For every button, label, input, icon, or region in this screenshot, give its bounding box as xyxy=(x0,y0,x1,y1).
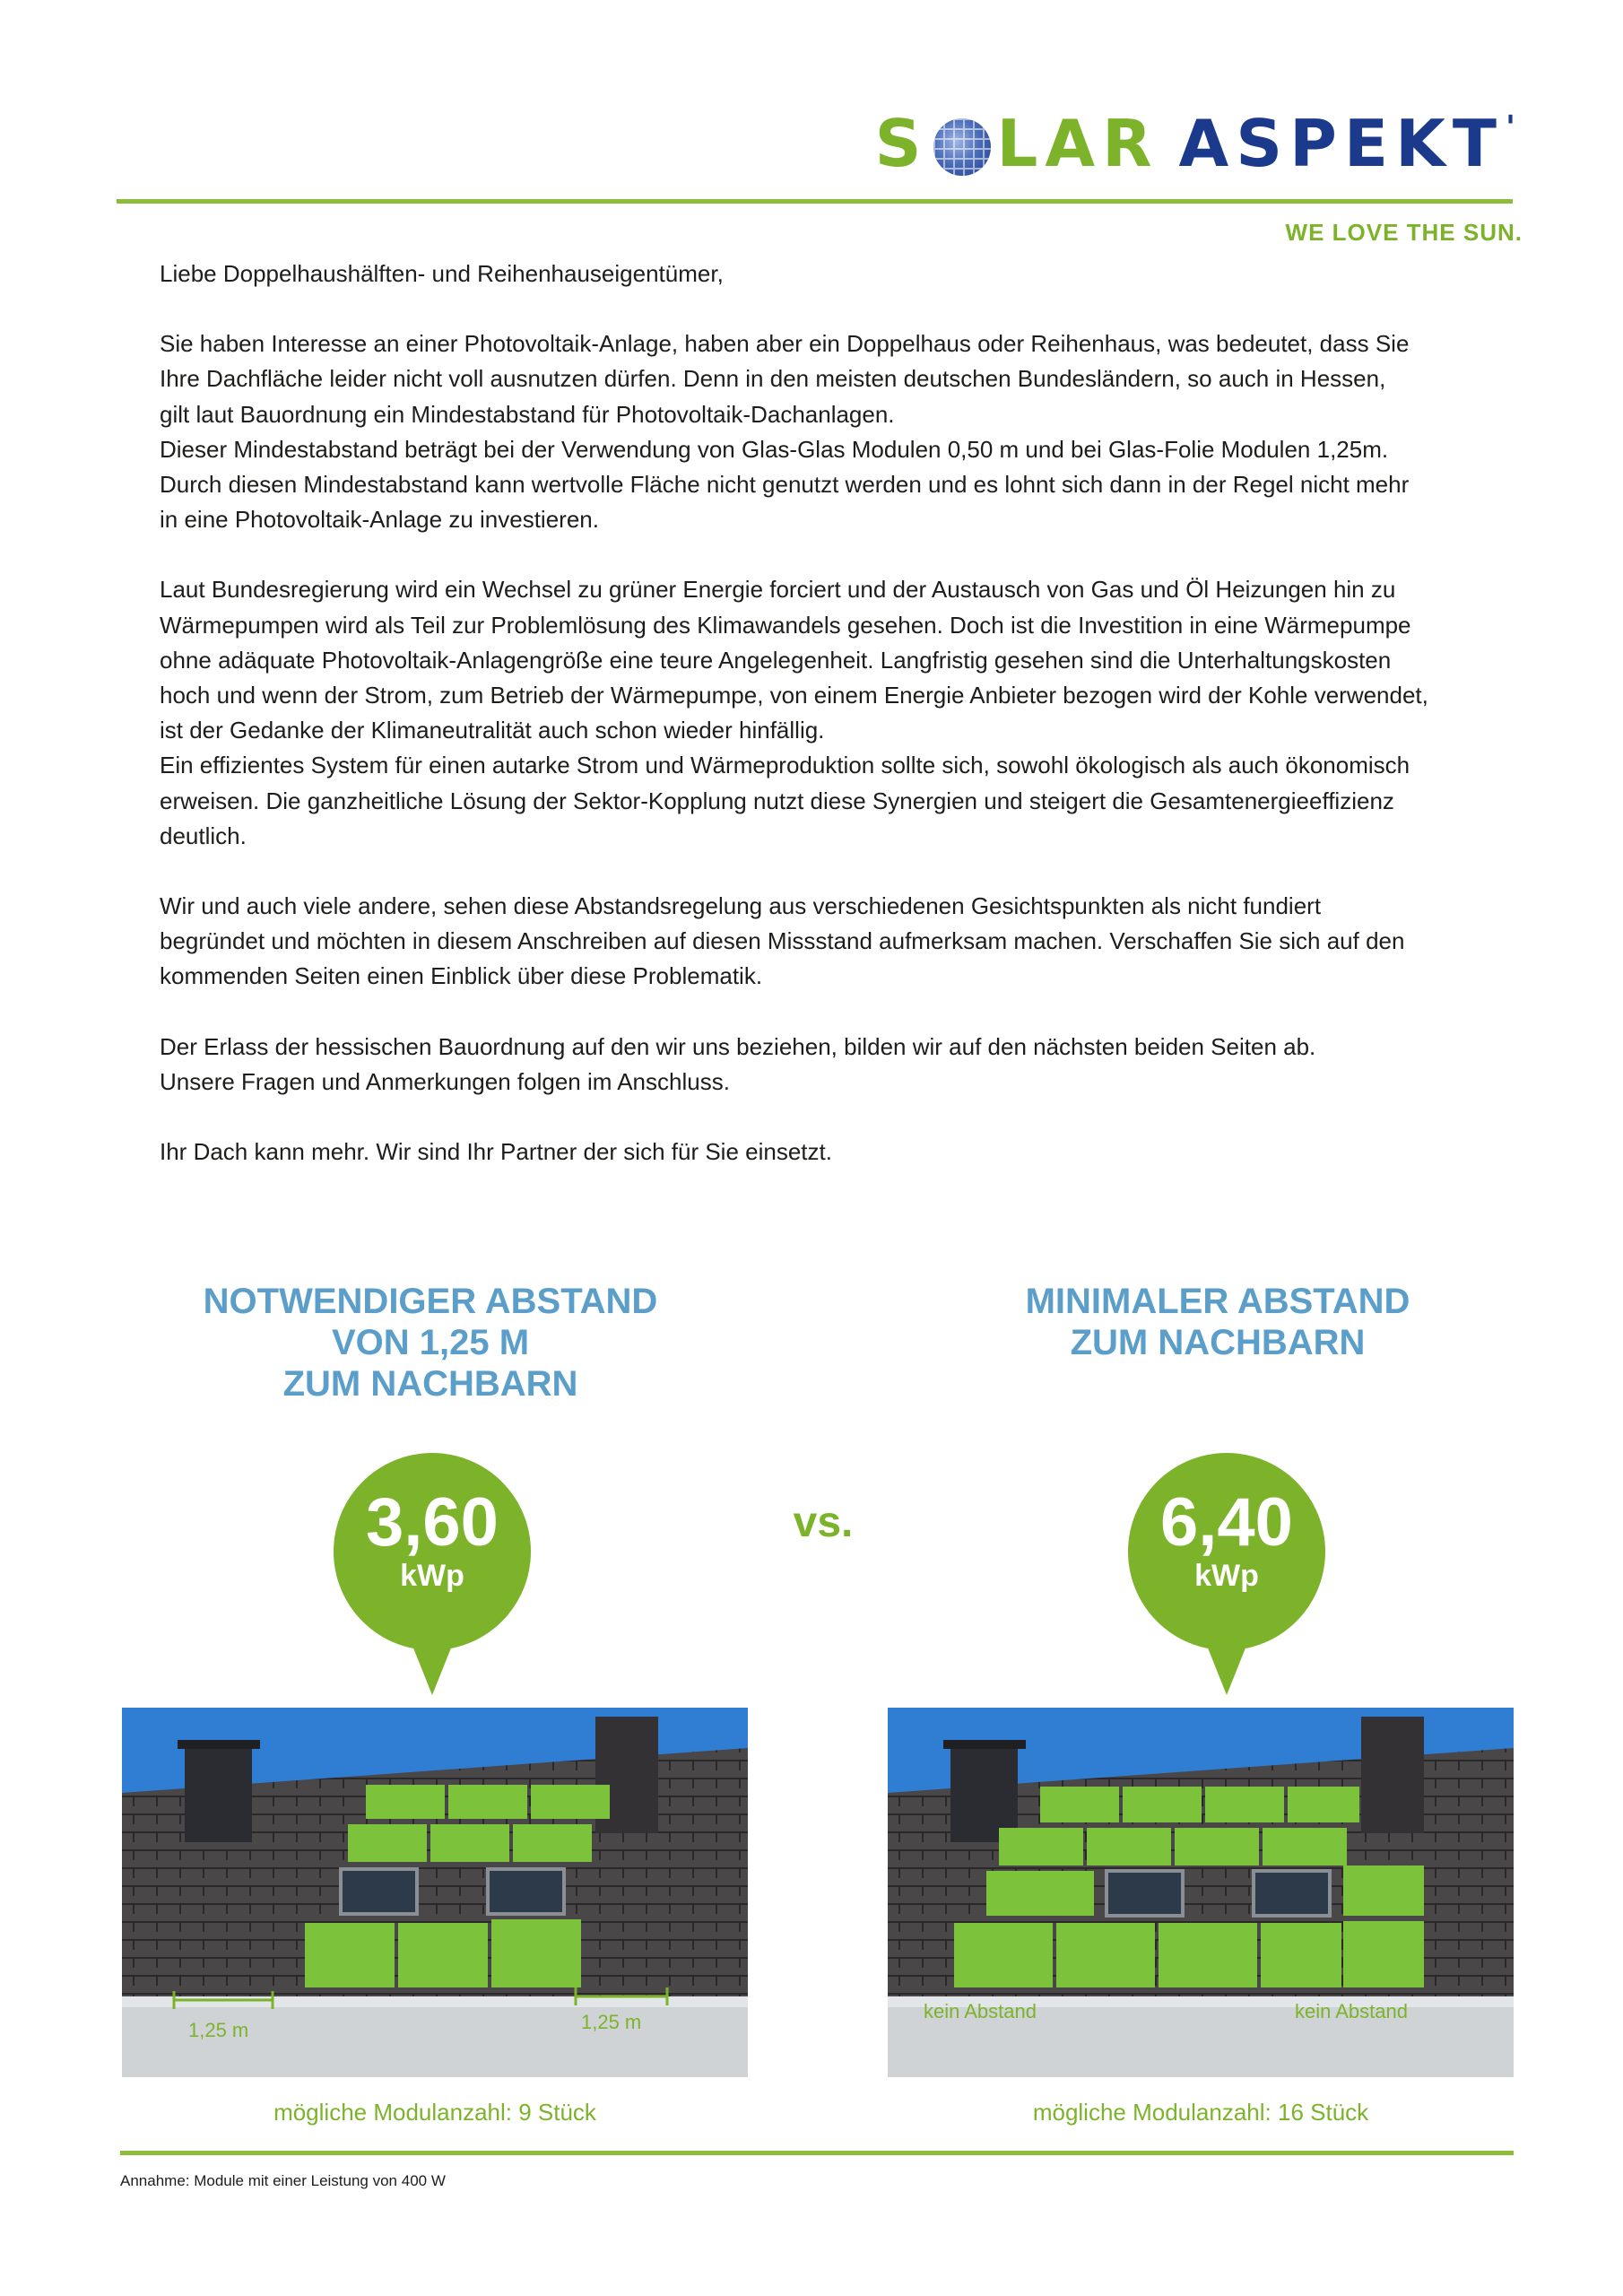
solar-module xyxy=(448,1785,527,1819)
marker-tip xyxy=(1191,1605,1263,1695)
solar-module xyxy=(1343,1921,1424,1987)
left-roof-photo xyxy=(122,1708,748,2077)
versus-label: vs. xyxy=(793,1499,854,1546)
solar-module xyxy=(430,1824,509,1862)
solar-module xyxy=(954,1923,1053,1987)
right-kwp-unit: kWp xyxy=(1194,1559,1259,1593)
logo-word-aspekt: ASPEKT xyxy=(1178,106,1504,181)
letter-body xyxy=(160,257,1505,1205)
logo-tick-icon: ' xyxy=(1505,109,1523,146)
letter-paragraph-5: Ihr Dach kann mehr. Wir sind Ihr Partner der sich für Sie einsetzt. xyxy=(160,1138,832,1166)
footnote: Annahme: Module mit einer Leistung von 400 W xyxy=(120,2172,446,2189)
company-logo xyxy=(875,106,1523,181)
solar-module xyxy=(398,1923,488,1987)
left-module-caption: mögliche Modulanzahl: 9 Stück xyxy=(273,2099,596,2126)
solar-module xyxy=(305,1923,395,1987)
solar-module xyxy=(1123,1787,1202,1822)
right-kwp-value: 6,40 xyxy=(1160,1484,1293,1561)
solar-module xyxy=(348,1824,427,1862)
logo-s: S xyxy=(874,106,929,181)
solar-module xyxy=(1343,1866,1424,1916)
solar-module xyxy=(1175,1828,1259,1866)
left-kwp-value: 3,60 xyxy=(366,1484,499,1561)
solar-module xyxy=(1288,1787,1359,1822)
letter-paragraph-3: Wir und auch viele andere, sehen diese Abstandsregelung aus verschiedenen Gesichtspunkten als nicht fundiert begründet und möchten in diesem Anschreiben auf diesen Missstand aufmerksam machen. Verschaffen Sie sich auf den kommenden Seiten einen Einblick über diese Problematik. xyxy=(160,892,1405,990)
solar-module xyxy=(1087,1828,1171,1866)
right-kwp-marker xyxy=(1128,1453,1325,1704)
right-distance-label: 1,25 m xyxy=(581,2011,642,2033)
marker-tip xyxy=(396,1605,468,1695)
solar-module xyxy=(531,1785,610,1819)
right-roof-illustration xyxy=(888,1708,1514,2077)
left-distance-label: 1,25 m xyxy=(188,2019,249,2041)
solar-module xyxy=(986,1871,1094,1916)
solar-globe-icon xyxy=(933,118,991,176)
left-heading: NOTWENDIGER ABSTAND VON 1,25 M ZUM NACHBARN xyxy=(203,1282,658,1404)
letter-paragraph-4: Der Erlass der hessischen Bauordnung auf den wir uns beziehen, bilden wir auf den nächsten beiden Seiten ab. Unsere Fragen und Anmerkungen folgen im Anschluss. xyxy=(160,1032,1316,1095)
tagline: WE LOVE THE SUN. xyxy=(1285,219,1523,246)
letter-paragraph-2: Laut Bundesregierung wird ein Wechsel zu grüner Energie forciert und der Austausch von Gas und Öl Heizungen hin zu Wärmepumpen wird als Teil zur Problemlösung des Klimawandels gesehen. Doch ist die Investition in eine Wärmepumpe ohne adäquate Photovoltaik-Anlagengröße eine teure Angelegenheit. Langfristig gesehen sind die Unterhaltungskosten hoch und wenn der Strom, zum Betrieb der Wärmepumpe, von einem Energie Anbieter bezogen wird der Kohle verwendet, ist der Gedanke der Klimaneutralität auch schon wieder hinfällig. Ein effizientes System für einen autarke Strom und Wärmeproduktion sollte sich, sowohl ökologisch als auch ökonomisch erweisen. Die ganzheitliche Lösung der Sektor-Kopplung nutzt diese Synergien und steigert die Gesamtenergieeffizienz deutlich. xyxy=(160,576,1428,849)
letter-greeting: Liebe Doppelhaushälften- und Reihenhauseigentümer, xyxy=(160,260,724,287)
solar-module xyxy=(999,1828,1083,1866)
solar-module xyxy=(1159,1923,1257,1987)
solar-module xyxy=(1263,1828,1347,1866)
right-heading: MINIMALER ABSTAND ZUM NACHBARN xyxy=(1025,1282,1410,1362)
right-no-distance-label: kein Abstand xyxy=(1295,2000,1408,2022)
solar-module xyxy=(513,1824,592,1862)
right-roof-photo xyxy=(888,1708,1514,2077)
solar-module xyxy=(491,1919,581,1987)
logo-word-solar-rest: LAR xyxy=(996,106,1159,181)
left-roof-illustration xyxy=(122,1708,748,2077)
letter-paragraph-1: Sie haben Interesse an einer Photovoltaik-Anlage, haben aber ein Doppelhaus oder Reihenhaus, was bedeutet, dass Sie Ihre Dachfläche leider nicht voll ausnutzen dürfen. Denn in den meisten deutschen Bundesländern, so auch in Hessen, gilt laut Bauordnung ein Mindestabstand für Photovoltaik-Dachanlagen. Dieser Mindestabstand beträgt bei der Verwendung von Glas-Glas Modulen 0,50 m und bei Glas-Folie Modulen 1,25m. Durch diesen Mindestabstand kann wertvolle Fläche nicht genutzt werden und es lohnt sich dann in der Regel nicht mehr in eine Photovoltaik-Anlage zu investieren. xyxy=(160,330,1410,534)
solar-module xyxy=(366,1785,445,1819)
left-no-distance-label: kein Abstand xyxy=(924,2000,1037,2022)
right-module-caption: mögliche Modulanzahl: 16 Stück xyxy=(1032,2099,1369,2126)
header-divider xyxy=(117,199,1513,204)
solar-module xyxy=(1261,1923,1341,1987)
solar-module xyxy=(1056,1923,1155,1987)
footer-divider xyxy=(120,2151,1514,2155)
left-kwp-unit: kWp xyxy=(400,1559,464,1593)
left-kwp-marker xyxy=(334,1453,531,1704)
solar-module xyxy=(1040,1787,1119,1822)
solar-module xyxy=(1205,1787,1284,1822)
